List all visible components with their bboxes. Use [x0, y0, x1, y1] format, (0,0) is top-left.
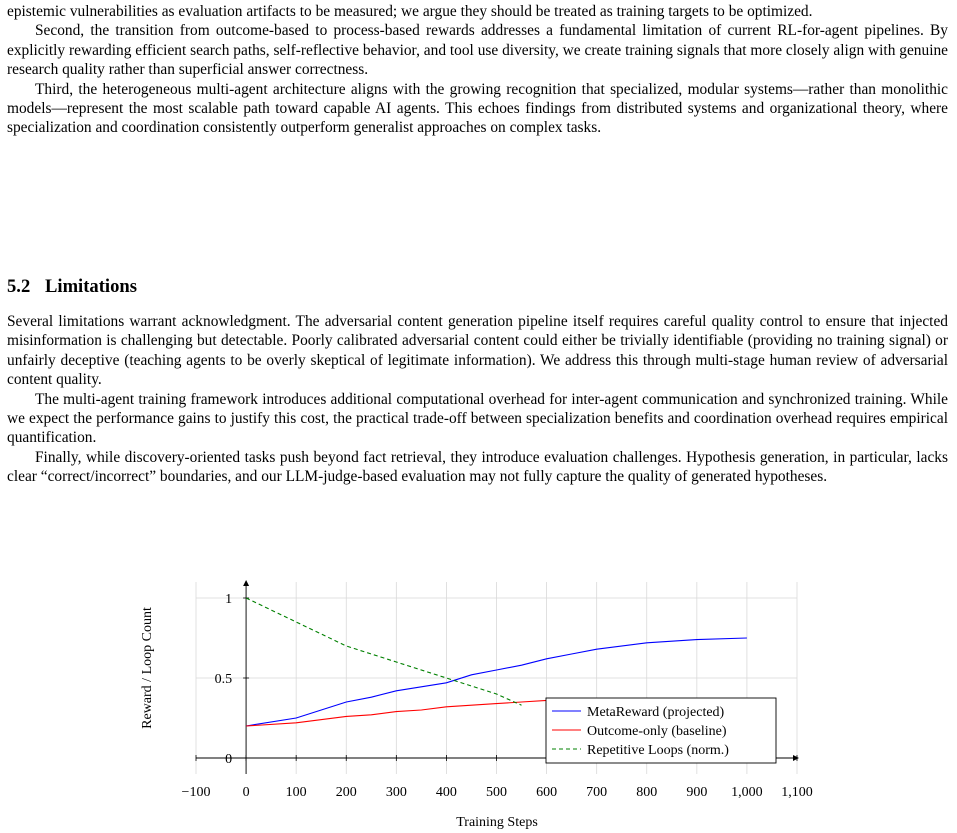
- x-tick-label: 700: [586, 785, 608, 800]
- paragraph: Second, the transition from outcome-based to process-based rewards addresses a fundamental limitation of current RL-for-agent pipelines. By explicitly rewarding efficient search paths, self-reflective behavior, and tool use diversity, we create training signals that more closely align with genuine research quality rather than superficial answer correctness.: [7, 22, 948, 79]
- x-tick-label: 600: [536, 785, 558, 800]
- x-axis-arrow: [793, 755, 799, 761]
- x-tick-label: 200: [335, 785, 357, 800]
- paragraph: Third, the heterogeneous multi-agent architecture aligns with the growing recognition that specialized, modular systems—rather than monolithic models—represent the most scalable path toward capable AI agents. This echoes findings from distributed systems and organizational theory, where specialization and coordination consistently outperform generalist approaches on complex tasks.: [7, 80, 948, 137]
- y-tick-label: 0: [225, 752, 233, 767]
- section-heading: [7, 276, 137, 298]
- x-axis-label: Training Steps: [456, 815, 538, 830]
- chart-ticks: [182, 592, 813, 800]
- y-tick-label: 0.5: [214, 672, 233, 687]
- x-tick-label: 100: [285, 785, 307, 800]
- x-tick-label: 800: [636, 785, 658, 800]
- paragraph: epistemic vulnerabilities as evaluation artifacts to be measured; we argue they should be treated as training targets to be optimized.: [7, 3, 813, 20]
- x-tick-label: −100: [181, 785, 211, 800]
- y-tick-label: 1: [225, 592, 233, 607]
- paragraph: Several limitations warrant acknowledgment. The adversarial content generation pipeline itself requires careful quality control to ensure that injected misinformation is challenging but detectable. Poorly calibrated adversarial content could either be trivially identifiable (providing no training signal) or unfairly deceptive (teaching agents to be overly skeptical of legitimate information). We address this through multi-stage human review of adversarial content quality.: [7, 313, 948, 389]
- x-tick-label: 500: [486, 785, 507, 800]
- x-tick-label: 0: [242, 785, 250, 800]
- paragraph: The multi-agent training framework introduces additional computational overhead for inter-agent communication and synchronized training. While we expect the performance gains to justify this cost, the practical trade-off between specialization benefits and coordination overhead requires empirical quantification.: [7, 390, 948, 447]
- legend-label-0: MetaReward (projected): [587, 705, 725, 720]
- body-text-top: [7, 2, 948, 138]
- x-tick-label: 900: [686, 785, 708, 800]
- y-axis-arrow: [243, 580, 249, 586]
- body-text-bottom: [7, 312, 948, 487]
- training-chart: [0, 575, 957, 833]
- x-tick-label: 1,100: [781, 785, 813, 800]
- section-title: Limitations: [45, 276, 137, 297]
- x-tick-label: 1,000: [731, 785, 763, 800]
- legend-label-1: Outcome-only (baseline): [587, 724, 727, 739]
- section-number: 5.2: [7, 276, 31, 297]
- series-line-2: [246, 598, 521, 705]
- chart-legend: [546, 698, 776, 763]
- paragraph: Finally, while discovery-oriented tasks push beyond fact retrieval, they introduce evaluation challenges. Hypothesis generation, in particular, lacks clear “correct/incorrect” boundaries, and our LLM-judge-based evaluation may not fully capture the quality of generated hypotheses.: [7, 448, 948, 486]
- x-tick-label: 400: [435, 785, 457, 800]
- y-axis-label: Reward / Loop Count: [140, 607, 155, 729]
- x-tick-label: 300: [385, 785, 407, 800]
- legend-label-2: Repetitive Loops (norm.): [587, 743, 729, 758]
